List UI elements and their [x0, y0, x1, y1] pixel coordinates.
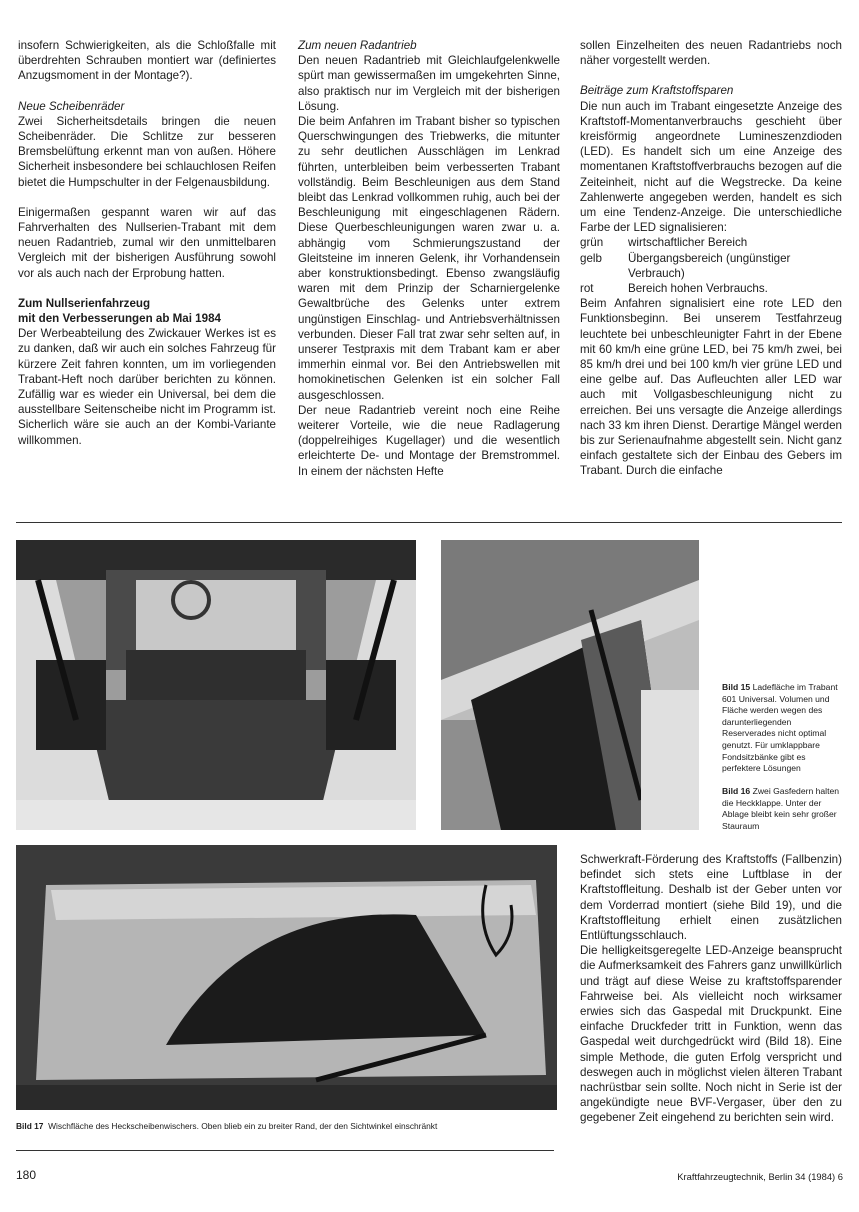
caption-bild-17	[16, 1121, 437, 1132]
photo-bild-15-cargo-area	[16, 540, 416, 830]
led-row-green	[580, 235, 842, 250]
caption-text: Wischfläche des Heckscheibenwischers. Oben blieb ein zu breiter Rand, der den Sichtwinkel einschränkt	[48, 1121, 438, 1131]
caption-label: Bild 17	[16, 1121, 44, 1131]
led-row-red	[580, 281, 842, 296]
column-2	[298, 38, 560, 479]
page-number: 180	[16, 1168, 37, 1182]
column-3-continued	[580, 852, 842, 1126]
col2-paragraph-1: Den neuen Radantrieb mit Gleichlaufgelenkwelle spürt man gewissermaßen im umgekehrten Sinne, also praktisch nur im Vergleich mit der bisherigen Lösung.	[298, 54, 560, 113]
col1-paragraph-1: insofern Schwierigkeiten, als die Schloßfalle mit überdrehten Schrauben montiert war (definiertes Anzugsmoment in der Montage?).	[18, 39, 276, 83]
photo-bild-17-rear-wiper	[16, 845, 557, 1110]
led-meaning: Übergangsbereich (ungünstiger Verbrauch)	[628, 251, 791, 280]
heading-nullserienfahrzeug: Zum Nullserienfahrzeug	[18, 296, 151, 310]
caption-label: Bild 15	[722, 682, 751, 692]
caption-text: Zwei Gasfedern halten die Heckklappe. Unter der Ablage bleibt kein sehr großer Stauraum	[722, 786, 840, 831]
led-color-label: gelb	[580, 251, 602, 265]
led-color-label: grün	[580, 236, 604, 250]
rear-wiper-illustration	[16, 845, 557, 1110]
tailgate-illustration	[441, 540, 699, 830]
heading-nullserienfahrzeug-sub: mit den Verbesserungen ab Mai 1984	[18, 312, 221, 326]
col1-paragraph-3: Einigermaßen gespannt waren wir auf das Fahrverhalten des Nullserien-Trabant mit dem neuen Radantrieb, zumal wir den unmittelbaren Vergleich mit der bisherigen Ausführung sowohl vor als auch nach der Erprobung hatten.	[18, 205, 276, 280]
caption-bild-15	[722, 682, 846, 775]
caption-label: Bild 16	[722, 786, 751, 796]
heading-neue-scheibenraeder: Neue Scheibenräder	[18, 99, 125, 113]
led-color-label: rot	[580, 282, 594, 296]
led-meaning: Bereich hohen Verbrauchs.	[628, 282, 768, 296]
journal-reference: Kraftfahrzeugtechnik, Berlin 34 (1984) 6	[677, 1171, 843, 1182]
column-3	[580, 38, 842, 479]
led-row-yellow	[580, 251, 842, 281]
col2-paragraph-2: Die beim Anfahren im Trabant bisher so typischen Querschwingungen des Triebwerks, die mitunter zu sehr deutlichen Ausschlägen im Lenkrad führten, unterbleiben beim verbesserten Trabant vollständig. Beim Beschleunigen aus dem Stand bleibt das Lenkrad vollkommen ruhig, auch bei der Beschleunigung mit eingeschlagenen Rädern. Diese Querbeschleunigungen waren zwar u. a. abhängig vom Schmierungszustand der Gleitsteine im inneren Gelenk, ihr Vorhandensein aber konstruktionsbedingt. Ebenso zwangsläufig waren mit dem Prinzip der Scharniergelenke Gewaltbrüche des Gelenks unter extrem ungünstigen Einschlag- und Antriebsverhältnissen verbunden. Dieser Fall trat zwar sehr selten auf, in unserer Testpraxis mit dem Trabant kam er aber immerhin einmal vor. Bei den Antriebswellen mit homokinetischen Gelenken ist ein solcher Fall ausgeschlossen.	[298, 115, 560, 402]
photo-bild-16-tailgate	[441, 540, 699, 830]
col1-paragraph-2: Zwei Sicherheitsdetails bringen die neuen Scheibenräder. Die Schlitze zur besseren Bremsbelüftung erkennt man von außen. Höhere Sicherheit insbesondere bei schlauchlosen Reifen bietet die Humpschulter in der Felgenausbildung.	[18, 114, 276, 189]
col3-paragraph-1: sollen Einzelheiten des neuen Radantriebs noch näher vorgestellt werden.	[580, 39, 842, 68]
caption-bild-16	[722, 786, 846, 832]
separator-rule	[16, 522, 842, 523]
col3-paragraph-3: Beim Anfahren signalisiert eine rote LED den Funktionsbeginn. Bei unserem Testfahrzeug leuchtete bei unbeschleunigter Fahrt in der Ebene mit 60 km/h eine grüne LED, bei 75 km/h zwei, bei 85 km/h drei und bei 100 km/h vier grüne LED und eine gelbe auf. Das Aufleuchten aller LED war auch mit Vollgasbeschleunigung nicht zu erreichen. Bei uns versagte die Anzeige allerdings nach 33 km ihren Dienst. Derartige Mängel werden bis zur Serienaufnahme abgestellt sein. Nicht ganz einfach gestaltete sich der Einbau des Gebers im Trabant. Durch die einfache	[580, 297, 842, 478]
col3-paragraph-2: Die nun auch im Trabant eingesetzte Anzeige des Kraftstoff-Momentanverbrauchs geschieht über kreisförmig angeordnete Lumineszenzdioden (LED). Es handelt sich um eine Anzeige des momentanen Kraftstoffverbrauchs bezogen auf die Zeiteinheit, nicht auf die Wegstrecke. Da keine Zahlenwerte angegeben werden, handelt es sich um eine Tendenz-Anzeige. Die unterschiedliche Farbe der LED signalisieren:	[580, 99, 842, 235]
column-1	[18, 38, 276, 448]
caption-text: Ladefläche im Trabant 601 Universal. Volumen und Fläche werden wegen des darunterliegenden Reserverades nicht optimal genutzt. Für umklappbare Fondsitzbänke gibt es perfektere Lösungen	[722, 682, 838, 774]
col3b-paragraph-1: Schwerkraft-Förderung des Kraftstoffs (Fallbenzin) befindet sich stets eine Luftblase in der Kraftstoffleitung. Deshalb ist der Geber unten vor dem Vorderrad montiert (siehe Bild 19), und die Kraftstoffleitung erhielt einen zusätzlichen Entlüftungsschlauch.	[580, 853, 842, 943]
cargo-area-illustration	[16, 540, 416, 830]
col1-paragraph-4: Der Werbeabteilung des Zwickauer Werkes ist es zu danken, daß wir auch ein solches Fahrzeug für kürzere Zeit fahren konnten, um im vorliegenden Trabant-Heft noch darüber berichten zu können. Zufällig war es wieder ein Universal, bei dem die ausstellbare Seitenscheibe nicht im Programm ist. Sicherlich wäre sie auch an der Kombi-Variante willkommen.	[18, 327, 276, 447]
heading-neuer-radantrieb: Zum neuen Radantrieb	[298, 39, 417, 52]
heading-kraftstoffsparen: Beiträge zum Kraftstoffsparen	[580, 84, 734, 98]
col2-paragraph-3: Der neue Radantrieb vereint noch eine Reihe weiterer Vorteile, wie die neue Radlagerung (doppelreihiges Kugellager) und die wesentlich erleichterte De- und Montage der Bremstrommel. In einem der nächsten Hefte	[298, 403, 560, 478]
col3b-paragraph-2: Die helligkeitsgeregelte LED-Anzeige beansprucht die Aufmerksamkeit des Fahrers ganz unwillkürlich und trägt auf diese Weise zu kraftstoffsparender Fahrweise bei. Als vielleicht noch wirksamer erwies sich das Gaspedal mit Druckpunkt. Eine einfache Druckfeder tritt in Funktion, wenn das Gaspedal weit durchgedrückt wird (Bild 18). Eine simple Methode, die guten Erfolg verspricht und deswegen auch in möglichst vielen älteren Trabant nachrüstbar sein sollte. Noch nicht in Serie ist der angekündigte neue BVF-Vergaser, über den zu gegebener Zeit eingehend zu berichten sein wird.	[580, 944, 842, 1125]
led-meaning: wirtschaftlicher Bereich	[628, 236, 748, 250]
footer-rule	[16, 1150, 554, 1151]
